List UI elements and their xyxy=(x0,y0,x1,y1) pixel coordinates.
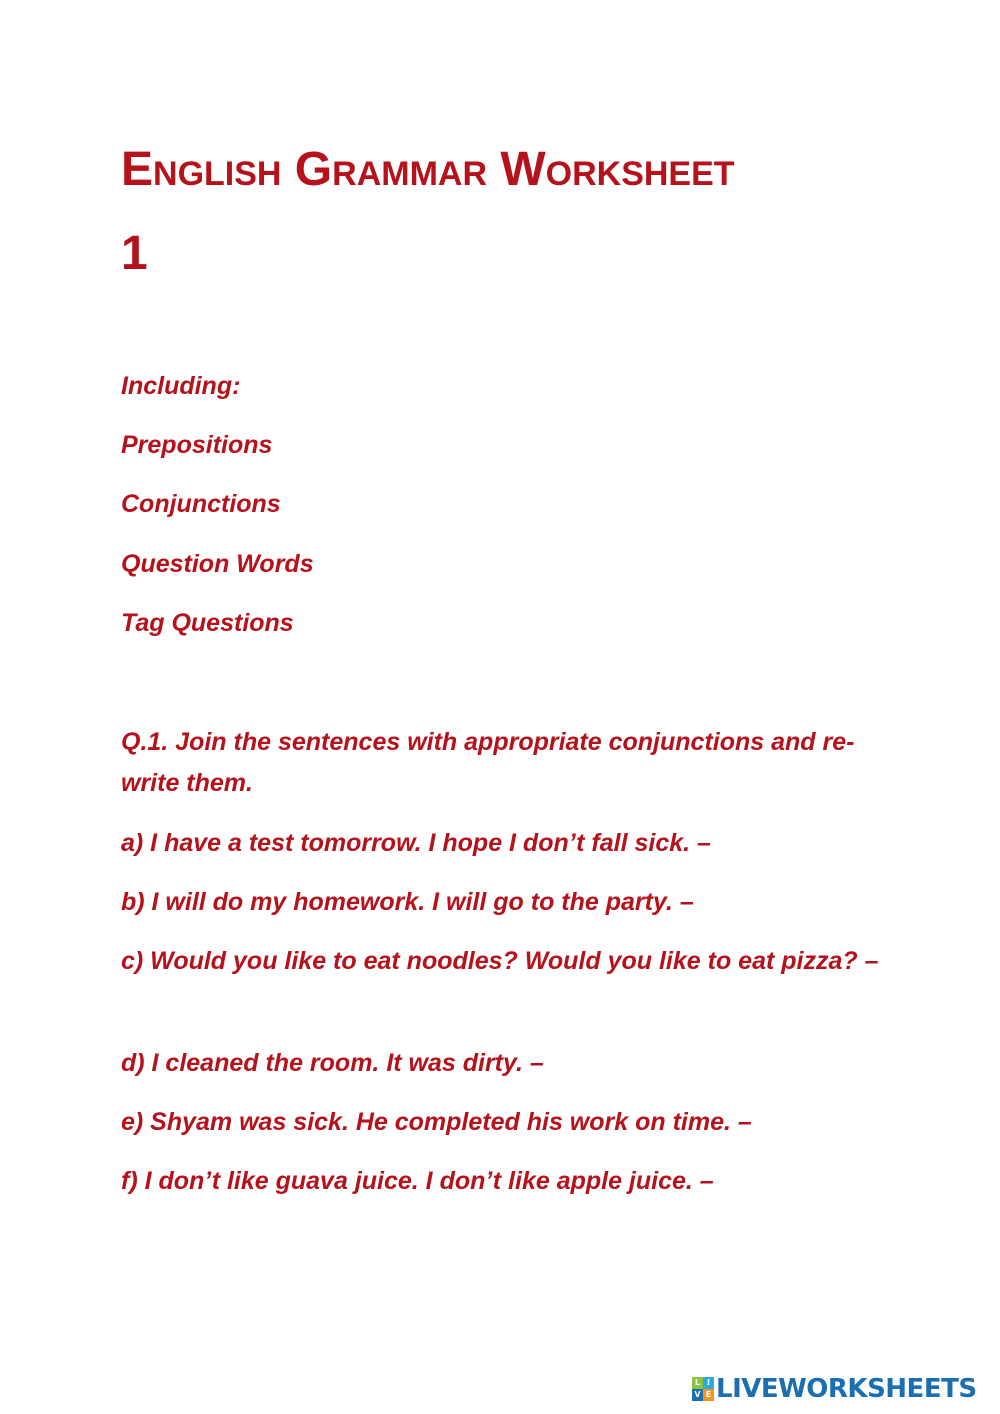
question-item-e: e) Shyam was sick. He completed his work on time. – xyxy=(121,1108,752,1136)
liveworksheets-logo xyxy=(692,1372,977,1406)
logo-text: LIVEWORKSHEETS xyxy=(716,1374,977,1404)
topic-question-words: Question Words xyxy=(121,550,314,578)
title-line-2: 1 xyxy=(121,227,148,280)
question-item-c: c) Would you like to eat noodles? Would you like to eat pizza? – xyxy=(121,947,879,975)
topic-prepositions: Prepositions xyxy=(121,431,273,459)
page-title xyxy=(121,128,881,296)
question-item-d: d) I cleaned the room. It was dirty. – xyxy=(121,1049,544,1077)
logo-letter-v: V xyxy=(692,1389,703,1401)
question-item-f: f) I don’t like guava juice. I don’t like apple juice. – xyxy=(121,1167,714,1195)
logo-letter-i: I xyxy=(703,1377,714,1389)
title-line-1: English Grammar Worksheet xyxy=(121,143,735,196)
logo-letter-e: E xyxy=(703,1389,714,1401)
question-item-b: b) I will do my homework. I will go to the party. – xyxy=(121,888,694,916)
logo-mark-icon xyxy=(692,1377,714,1401)
topic-tag-questions: Tag Questions xyxy=(121,609,294,637)
logo-letter-l: L xyxy=(692,1377,703,1389)
question-item-a: a) I have a test tomorrow. I hope I don’t fall sick. – xyxy=(121,829,711,857)
topic-conjunctions: Conjunctions xyxy=(121,490,281,518)
including-heading: Including: xyxy=(121,372,241,400)
question-1-prompt: Q.1. Join the sentences with appropriate conjunctions and re-write them. xyxy=(121,728,855,797)
